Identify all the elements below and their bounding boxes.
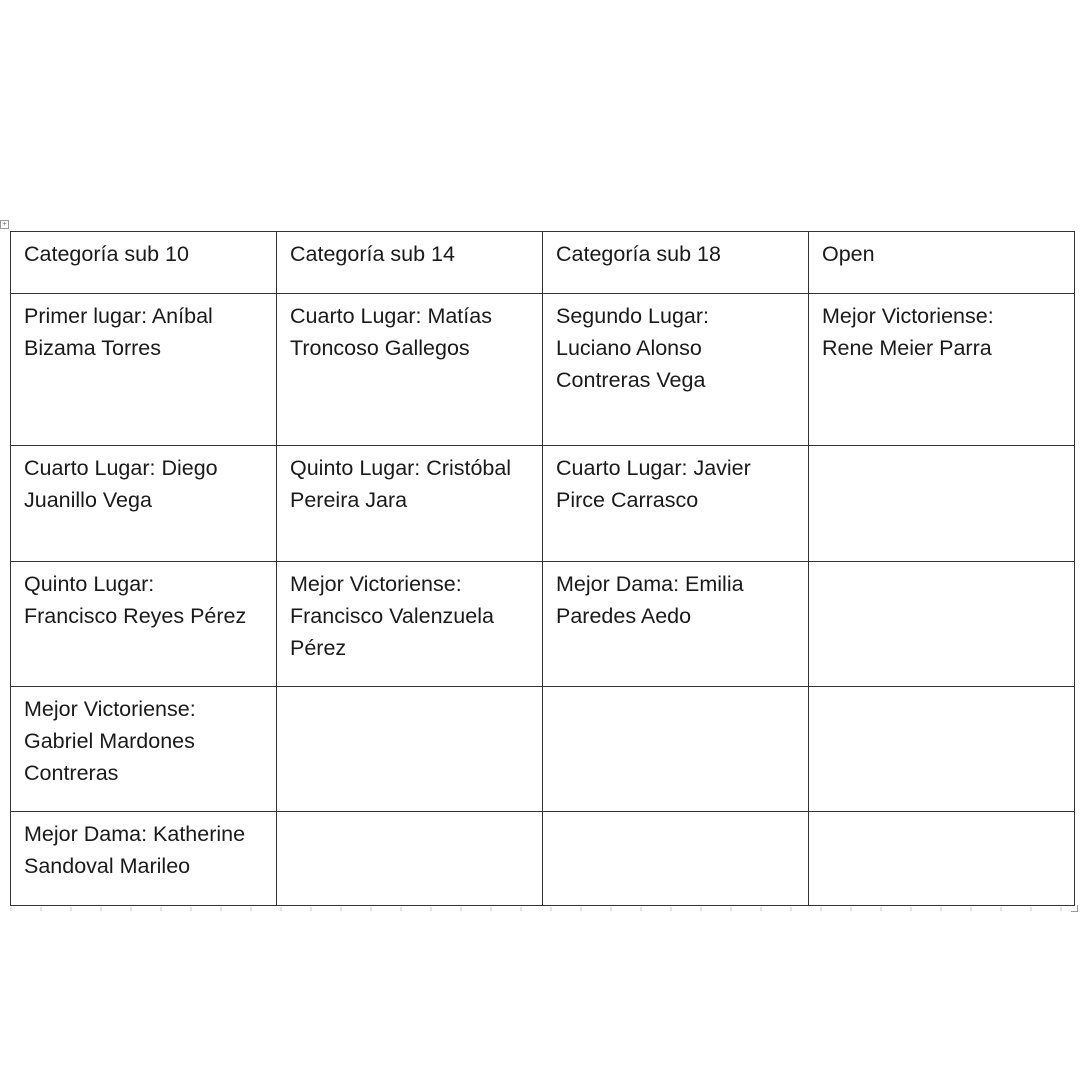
results-table	[10, 231, 1075, 906]
table-cell[interactable]: Mejor Victoriense: Rene Meier Parra	[809, 294, 1075, 445]
table-cell[interactable]: Mejor Victoriense: Gabriel Mardones Contreras	[11, 687, 277, 812]
table-cell[interactable]	[277, 687, 543, 812]
table-cell[interactable]	[809, 562, 1075, 687]
table-cell[interactable]: Mejor Victoriense: Francisco Valenzuela Pérez	[277, 562, 543, 687]
header-cell-sub10[interactable]: Categoría sub 10	[11, 232, 277, 294]
table-cell[interactable]	[543, 812, 809, 906]
table-cell[interactable]: Segundo Lugar: Luciano Alonso Contreras Vega	[543, 294, 809, 445]
table-cell[interactable]	[809, 812, 1075, 906]
table-cell[interactable]: Quinto Lugar: Francisco Reyes Pérez	[11, 562, 277, 687]
header-cell-sub18[interactable]: Categoría sub 18	[543, 232, 809, 294]
table-cell[interactable]	[809, 445, 1075, 562]
table-cell[interactable]: Cuarto Lugar: Matías Troncoso Gallegos	[277, 294, 543, 445]
table-cell[interactable]	[809, 687, 1075, 812]
table-cell[interactable]	[543, 687, 809, 812]
table-move-handle-icon[interactable]: +	[0, 220, 9, 229]
table-row	[11, 445, 1075, 562]
table-cell[interactable]: Mejor Dama: Emilia Paredes Aedo	[543, 562, 809, 687]
table-cell[interactable]: Mejor Dama: Katherine Sandoval Marileo	[11, 812, 277, 906]
table-cell[interactable]: Primer lugar: Aníbal Bizama Torres	[11, 294, 277, 445]
cropped-text-line	[10, 907, 1074, 911]
table-cell[interactable]: Cuarto Lugar: Diego Juanillo Vega	[11, 445, 277, 562]
table-row	[11, 294, 1075, 445]
table-row	[11, 687, 1075, 812]
table-cell[interactable]: Cuarto Lugar: Javier Pirce Carrasco	[543, 445, 809, 562]
table-row	[11, 562, 1075, 687]
table-header-row	[11, 232, 1075, 294]
table-cell[interactable]	[277, 812, 543, 906]
header-cell-open[interactable]: Open	[809, 232, 1075, 294]
header-cell-sub14[interactable]: Categoría sub 14	[277, 232, 543, 294]
table-row	[11, 812, 1075, 906]
table-resize-handle-icon[interactable]	[1071, 905, 1078, 912]
table-cell[interactable]: Quinto Lugar: Cristóbal Pereira Jara	[277, 445, 543, 562]
